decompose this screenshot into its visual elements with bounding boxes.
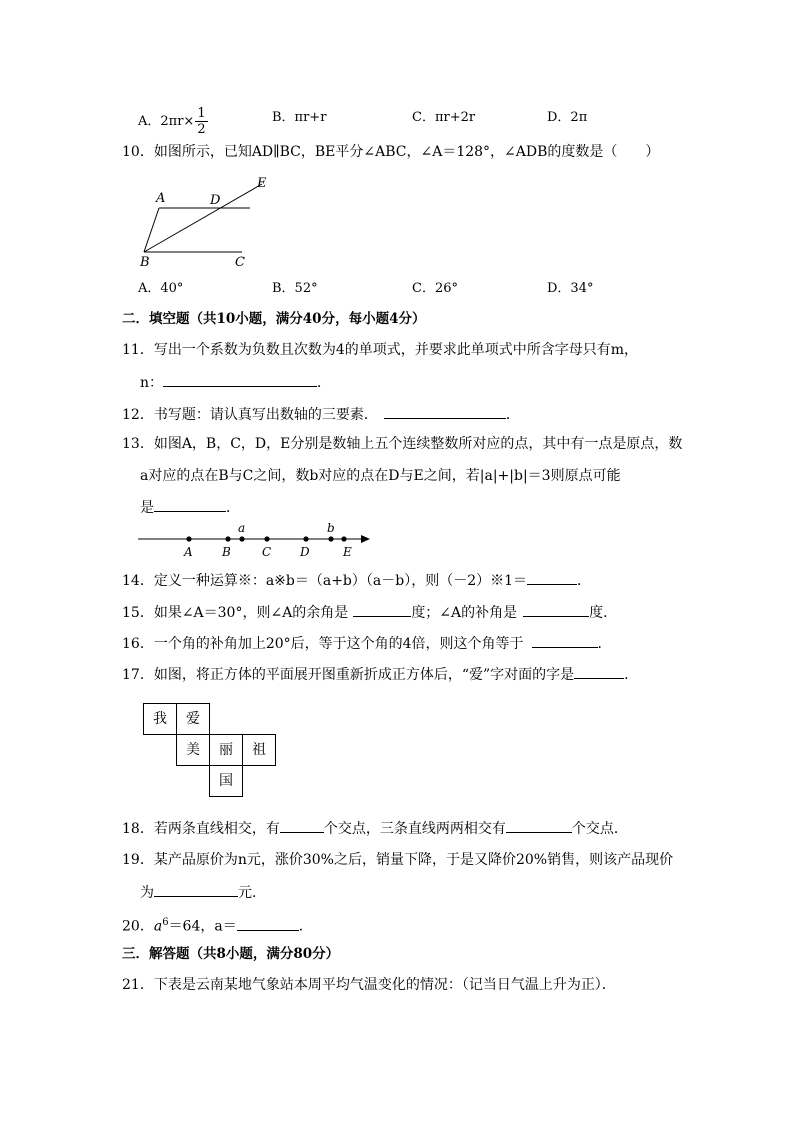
- point-b: [225, 536, 230, 541]
- q12-text: 12．书写题：请认真写出数轴的三要素．: [122, 407, 378, 423]
- label-e: E: [257, 176, 267, 191]
- point-e: [341, 536, 346, 541]
- point-a: [186, 536, 191, 541]
- label-a: A: [184, 545, 193, 559]
- answer-blank[interactable]: [163, 372, 317, 387]
- q9-option-c: C．πr+2r: [412, 110, 476, 125]
- cube-face-mei: 美: [176, 734, 210, 766]
- period: ．: [624, 667, 639, 683]
- period: ．: [226, 500, 240, 516]
- label-b: B: [222, 545, 231, 559]
- q13-line2: a对应的点在B与C之间，数b对应的点在D与E之间，若|a|+|b|＝3则原点可能: [140, 468, 621, 484]
- axis-arrow: [361, 535, 370, 543]
- point-a-value: [239, 536, 244, 541]
- q10-option-c: C．26°: [412, 281, 458, 296]
- q10-figure: [136, 174, 276, 270]
- label-a: A: [156, 191, 166, 206]
- answer-blank[interactable]: [523, 602, 589, 617]
- label-d: D: [300, 545, 310, 559]
- q10-option-d: D．34°: [547, 281, 594, 296]
- q19-line1: 19．某产品原价为n元，涨价30%之后，销量下降，于是又降价20%销售，则该产品现价: [122, 852, 674, 868]
- q9-option-a-text: A．2πr×: [138, 114, 195, 129]
- answer-blank[interactable]: [574, 664, 624, 679]
- label-b: B: [140, 255, 150, 270]
- q9-option-d: D．2π: [547, 110, 588, 125]
- fraction: [195, 106, 207, 137]
- answer-blank[interactable]: [353, 602, 411, 617]
- q19-line2: [140, 882, 266, 903]
- q13-prompt: 是: [140, 500, 154, 516]
- point-c: [264, 536, 269, 541]
- period: ．: [298, 918, 313, 935]
- q11-line1: 11．写出一个系数为负数且次数为4的单项式，并要求此单项式中所含字母只有m，: [122, 342, 638, 358]
- q18-part3: 个交点．: [571, 821, 628, 837]
- q10-question: 10．如图所示，已知AD∥BC，BE平分∠ABC，∠A＝128°，∠ADB的度数是（ ）: [122, 144, 660, 160]
- point-b-value: [328, 536, 333, 541]
- answer-blank[interactable]: [506, 818, 572, 833]
- label-e: E: [343, 545, 352, 559]
- label-b-value: b: [327, 521, 335, 535]
- cube-face-wo: 我: [143, 703, 177, 735]
- q10-option-b: B．52°: [272, 281, 318, 296]
- answer-blank[interactable]: [237, 916, 299, 931]
- q21-question: 21．下表是云南某地气象站本周平均气温变化的情况：（记当日气温上升为正）．: [122, 977, 616, 993]
- cube-face-li: 丽: [209, 734, 243, 766]
- answer-blank[interactable]: [384, 404, 506, 419]
- q13-line1: 13．如图A，B，C，D，E分别是数轴上五个连续整数所对应的点，其中有一点是原点，数: [122, 436, 683, 452]
- number-line: [136, 520, 376, 560]
- period: ．: [505, 407, 520, 423]
- label-c: C: [262, 545, 272, 559]
- answer-blank[interactable]: [280, 818, 324, 833]
- fraction-denominator: 2: [197, 122, 206, 137]
- section-2-title: 二．填空题（共10小题，满分40分，每小题4分）: [122, 311, 426, 327]
- q20-variable: a: [153, 918, 163, 935]
- q11-prompt: n：: [140, 375, 164, 391]
- cube-face-zu: 祖: [242, 734, 276, 766]
- q17-text: 17．如图，将正方体的平面展开图重新折成正方体后，“爱”字对面的字是: [122, 667, 575, 683]
- q9-option-a: [138, 106, 208, 137]
- q15-part2: 度；∠A的补角是: [411, 605, 518, 621]
- cube-face-ai: 爱: [176, 703, 210, 735]
- point-d: [303, 536, 308, 541]
- q10-option-a: A．40°: [138, 281, 184, 296]
- q17-question: [122, 664, 638, 685]
- cube-net: [143, 703, 283, 803]
- answer-blank[interactable]: [154, 497, 226, 512]
- q18-question: [122, 818, 628, 839]
- q16-text: 16．一个角的补角加上20°后，等于这个角的4倍，则这个角等于: [122, 636, 524, 652]
- q19-prompt: 为: [140, 885, 154, 901]
- period: ．: [597, 636, 612, 652]
- q14-question: [122, 570, 591, 591]
- q20-exponent: 6: [162, 917, 169, 928]
- q16-question: [122, 633, 612, 654]
- q15-part3: 度．: [589, 605, 618, 621]
- fraction-numerator: 1: [197, 106, 206, 121]
- q19-unit: 元．: [238, 885, 266, 901]
- period: ．: [577, 573, 592, 589]
- q12-question: [122, 404, 520, 425]
- q20-number: 20．: [122, 918, 154, 935]
- q20-text: ＝64，a＝: [168, 918, 237, 935]
- label-a-value: a: [238, 521, 246, 535]
- cube-face-guo: 国: [209, 765, 243, 797]
- q13-line3: [140, 497, 240, 518]
- q11-line2: [140, 372, 331, 393]
- section-3-title: 三．解答题（共8小题，满分80分）: [122, 946, 340, 962]
- answer-blank[interactable]: [527, 570, 577, 585]
- answer-blank[interactable]: [532, 633, 598, 648]
- q15-part1: 15．如果∠A＝30°，则∠A的余角是: [122, 605, 349, 621]
- line-ab: [144, 208, 159, 252]
- q9-option-b: B．πr+r: [272, 110, 327, 125]
- label-d: D: [210, 193, 221, 208]
- label-c: C: [235, 255, 245, 270]
- period: ．: [317, 375, 332, 391]
- q20-question: [122, 913, 313, 937]
- answer-blank[interactable]: [154, 882, 238, 897]
- q18-part2: 个交点，三条直线两两相交有: [323, 821, 506, 837]
- q15-question: [122, 602, 617, 623]
- q18-part1: 18．若两条直线相交，有: [122, 821, 280, 837]
- q14-text: 14．定义一种运算※：a※b＝（a+b）（a－b），则（－2）※1＝: [122, 573, 528, 589]
